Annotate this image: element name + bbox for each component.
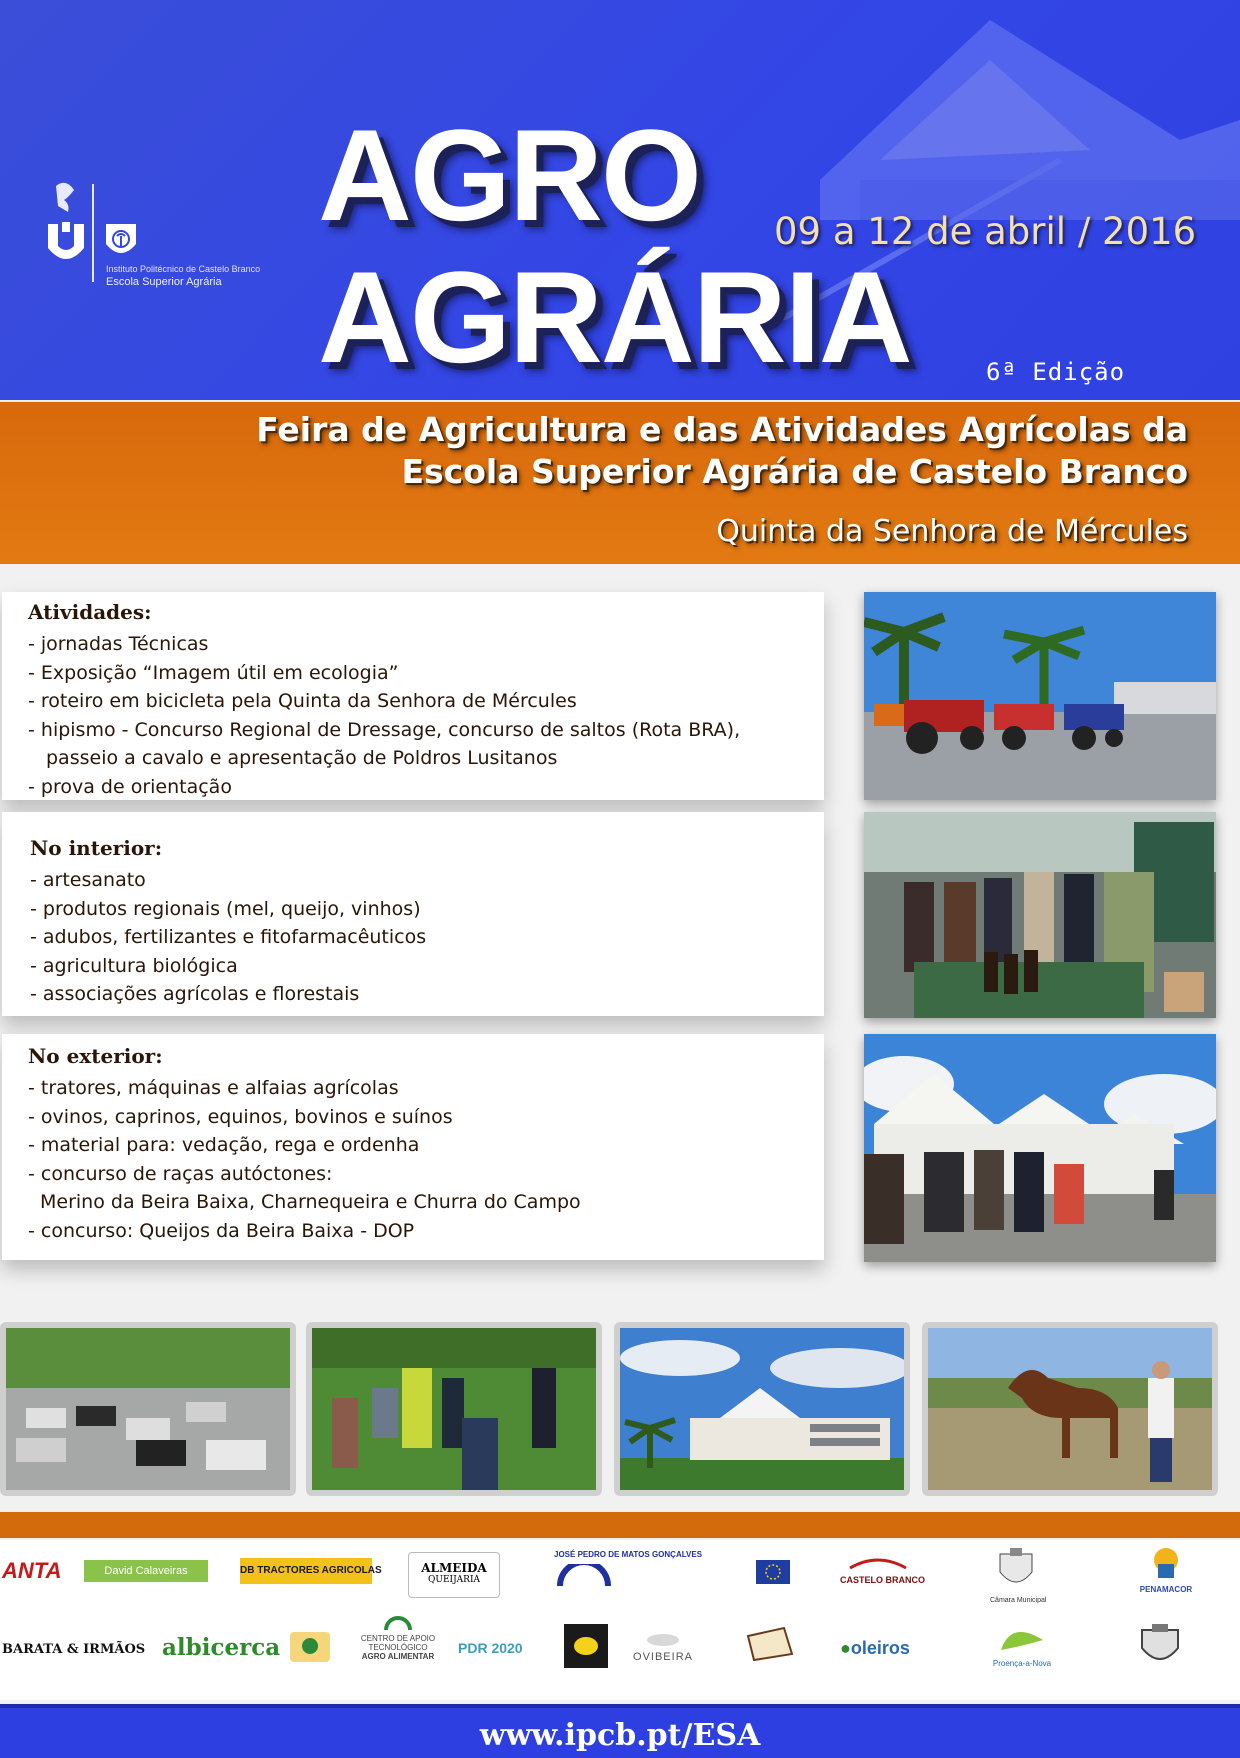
sponsor-albicerca: albicerca [162,1634,281,1661]
sponsor-divider [0,1512,1240,1538]
edition-label: 6ª Edição [986,358,1126,386]
tractors-photo [864,592,1216,800]
sponsor-david: David Calaveiras [84,1560,208,1582]
sponsor-jose: JOSÉ PEDRO DE MATOS GONÇALVES [554,1550,703,1559]
interior-stand-photo [864,812,1216,1018]
sponsor-oleiros [840,1638,910,1659]
ovibeira-label: OVIBEIRA [633,1651,693,1663]
lemon-logo-icon [564,1624,608,1668]
campo-logo-icon [290,1632,330,1662]
almeida-sub: QUEIJARIA [427,1575,481,1585]
institution-logo [46,180,266,290]
esa-leaf-icon [104,222,138,260]
sponsor-almeida [408,1552,500,1598]
municipal-crest-icon [1136,1622,1184,1670]
interior-panel [2,812,824,1016]
list-item: - concurso de raças autóctones: [28,1162,333,1185]
oleiros-label: oleiros [850,1638,910,1658]
horse-photo [922,1322,1218,1496]
exterior-panel [2,1034,824,1260]
school-building-photo [614,1322,910,1496]
sheep-icon [643,1630,683,1646]
list-item: - prova de orientação [28,775,232,798]
subtitle-line-1: Feira de Agricultura e das Atividades Agrícolas da [256,410,1188,449]
logo-divider [92,184,94,282]
list-item: - hipismo - Concurso Regional de Dressage, concurso de saltos (Rota BRA), [28,718,741,741]
list-item: - artesanato [30,869,146,891]
penamacor-label: PENAMACOR [1139,1585,1193,1594]
subtitle-line-2: Escola Superior Agrária de Castelo Branco [401,452,1188,491]
ipcb-u-icon [46,180,86,270]
sponsor-pdr: PDR 2020 [458,1640,523,1656]
institute-name: Instituto Politécnico de Castelo Branco [106,264,261,274]
sponsor-centro [358,1612,438,1661]
list-item: Merino da Beira Baixa, Charnequeira e Churra do Campo [40,1191,581,1213]
list-item: - produtos regionais (mel, queijo, vinhos) [30,897,421,920]
sponsor-barata: BARATA & IRMÃOS [2,1642,146,1657]
eu-flag-icon [756,1560,790,1584]
website-link[interactable]: www.ipcb.pt/ESA [479,1718,761,1753]
activities-heading: Atividades: [28,600,152,624]
centro-line-2: TECNOLÓGICO [368,1643,428,1652]
penamacor-icon [1148,1546,1184,1580]
title-line-1: AGRO [318,102,700,248]
event-dates: 09 a 12 de abril / 2016 [774,210,1197,253]
sponsor-ovibeira [628,1630,698,1663]
crest-icon [996,1548,1036,1592]
activities-panel [2,592,824,800]
list-item: - agricultura biológica [30,954,238,977]
venue-label: Quinta da Senhora de Mércules [716,514,1188,549]
list-item: - concurso: Queijos da Beira Baixa - DOP [28,1219,415,1242]
interior-heading: No interior: [30,836,163,860]
proenca-label: Proença-a-Nova [992,1659,1052,1668]
list-item: passeio a cavalo e apresentação de Poldros Lusitanos [46,747,558,769]
sponsor-db: DB TRACTORES AGRICOLAS [240,1558,372,1584]
oleiros-leaf-icon: ● [840,1638,851,1658]
sponsor-anta: ANTA [2,1558,62,1583]
list-item: - associações agrícolas e florestais [30,983,360,1005]
sponsor-penamacor [1136,1546,1196,1594]
sponsor-castelo [840,1556,925,1588]
header-banner [0,0,1240,400]
title-line-2: AGRÁRIA [318,244,911,390]
parking-photo [0,1322,296,1496]
list-item: - roteiro em bicicleta pela Quinta da Senhora de Mércules [28,690,577,712]
map-logo-icon [744,1626,796,1664]
orienteering-photo [306,1322,602,1496]
school-name: Escola Superior Agrária [106,276,222,288]
list-item: - material para: vedação, rega e ordenha [28,1134,420,1156]
centro-line-3: AGRO ALIMENTAR [361,1652,435,1661]
tents-photo [864,1034,1216,1262]
list-item: - jornadas Técnicas [28,633,209,655]
list-item: - adubos, fertilizantes e fitofarmacêuticos [30,926,427,948]
list-item: - tratores, máquinas e alfaias agrícolas [28,1077,399,1099]
sponsors-area [0,1540,1240,1700]
sponsor-camara [990,1548,1047,1604]
centro-arc-icon [384,1612,412,1632]
list-item: - ovinos, caprinos, equinos, bovinos e suínos [28,1105,453,1128]
almeida-name: ALMEIDA [421,1561,487,1575]
camara-label: Câmara Municipal [990,1597,1047,1604]
exterior-heading: No exterior: [28,1044,163,1068]
sponsor-proenca [990,1624,1054,1668]
jose-logo-icon [556,1564,616,1588]
list-item: - Exposição “Imagem útil em ecologia” [28,661,399,684]
centro-line-1: CENTRO DE APOIO [360,1634,436,1643]
castelo-swoosh-icon [848,1556,908,1570]
castelo-name: CASTELO BRANCO [840,1575,925,1585]
proenca-icon [997,1624,1047,1654]
